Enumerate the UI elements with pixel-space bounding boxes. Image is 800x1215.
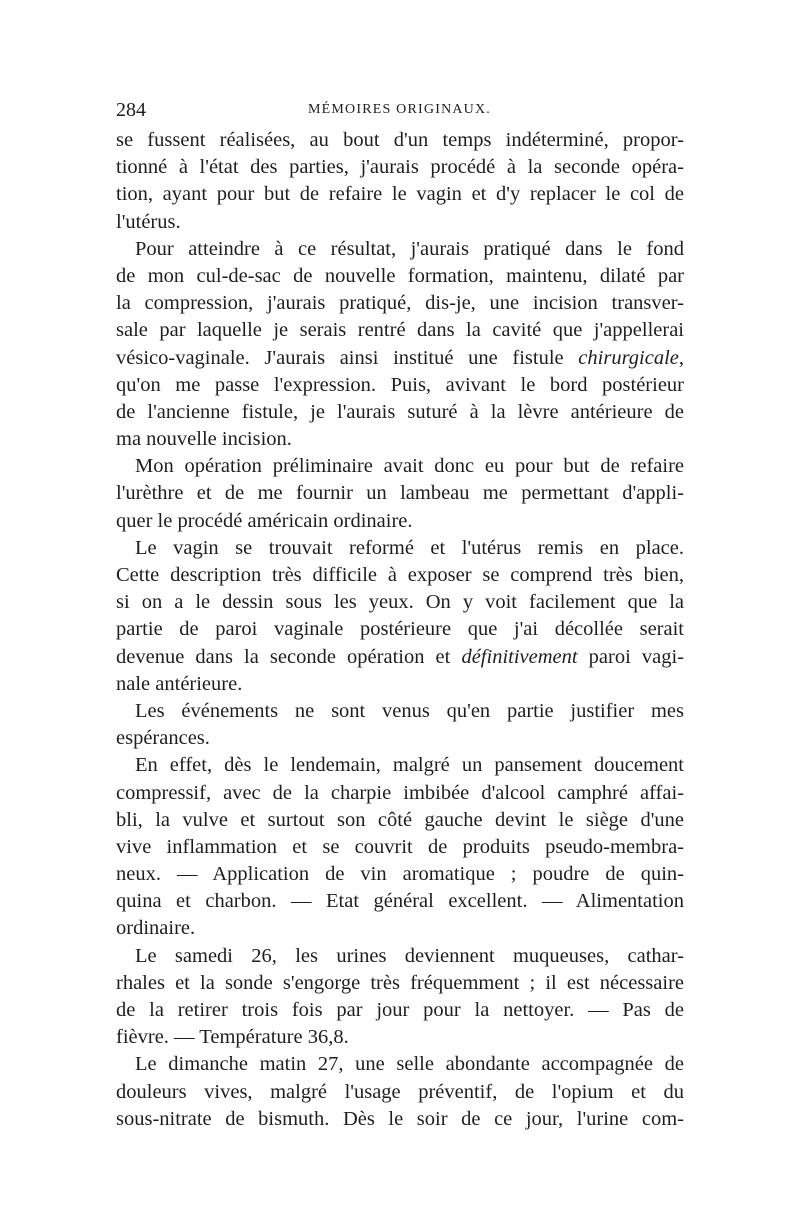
text-segment: espérances. xyxy=(116,727,210,750)
text-line xyxy=(116,752,684,779)
text-segment: la compression, j'aurais pratiqué, dis-je, une incision transver- xyxy=(116,292,684,315)
text-segment: neux. — Application de vin aromatique ; poudre de quin- xyxy=(116,863,684,886)
text-segment: Pour atteindre à ce résultat, j'aurais pratiqué dans le fond xyxy=(135,237,684,260)
text-segment: sous-nitrate de bismuth. Dès le soir de ce jour, l'urine com- xyxy=(116,1107,684,1130)
text-line xyxy=(116,181,684,208)
text-segment: , xyxy=(678,346,684,369)
text-segment: de la retirer trois fois par jour pour la nettoyer. — Pas de xyxy=(116,999,684,1021)
text-line xyxy=(116,725,684,752)
text-segment: compressif, avec de la charpie imbibée d'alcool camphré affai- xyxy=(116,781,684,804)
text-line xyxy=(116,345,684,372)
text-segment: paroi vagi- xyxy=(577,645,684,668)
text-line xyxy=(116,426,684,453)
page-header xyxy=(116,98,683,122)
text-segment: quer le procédé américain ordinaire. xyxy=(116,509,413,532)
text-segment: si on a le dessin sous les yeux. On y voit facilement que la xyxy=(116,591,684,614)
text-line xyxy=(116,1079,684,1106)
text-line xyxy=(116,209,684,236)
text-line xyxy=(116,1024,684,1051)
italic-text: définitivement xyxy=(461,645,578,668)
text-segment: devenue dans la seconde opération et xyxy=(116,645,462,668)
text-segment: En effet, dès le lendemain, malgré un pansement doucement xyxy=(135,754,684,777)
text-segment: vive inflammation et se couvrit de produits pseudo-membra- xyxy=(116,835,684,858)
text-line xyxy=(116,317,684,344)
text-segment: ma nouvelle incision. xyxy=(116,428,292,451)
text-line xyxy=(116,399,684,426)
text-line xyxy=(116,1051,684,1078)
text-line xyxy=(116,970,684,997)
text-segment: qu'on me passe l'expression. Puis, avivant le bord postérieur xyxy=(116,373,684,396)
text-line xyxy=(116,508,684,535)
text-line xyxy=(116,236,684,263)
text-line xyxy=(116,861,684,888)
text-line xyxy=(116,698,684,725)
text-line xyxy=(116,263,684,290)
text-segment: Les événements ne sont venus qu'en partie justifier mes xyxy=(135,699,684,722)
text-line xyxy=(116,127,684,154)
running-title: MÉMOIRES ORIGINAUX. xyxy=(307,102,492,117)
text-segment: quina et charbon. — Etat général excellent. — Alimentation xyxy=(116,890,684,913)
text-line xyxy=(116,290,684,317)
text-line xyxy=(116,616,684,643)
text-line xyxy=(116,780,684,807)
text-line xyxy=(116,1106,684,1133)
text-line xyxy=(116,453,684,480)
text-line xyxy=(116,589,684,616)
text-line xyxy=(116,154,684,181)
text-line xyxy=(116,562,684,589)
text-segment: l'urèthre et de me fournir un lambeau me permettant d'appli- xyxy=(116,482,684,505)
text-segment: rhales et la sonde s'engorge très fréquemment ; il est nécessaire xyxy=(116,971,684,994)
text-segment: bli, la vulve et surtout son côté gauche devint le siège d'une xyxy=(116,808,684,831)
text-segment: de mon cul-de-sac de nouvelle formation, maintenu, dilaté par xyxy=(116,264,684,287)
text-segment: l'utérus. xyxy=(116,210,181,233)
text-segment: Mon opération préliminaire avait donc eu pour but de refaire xyxy=(135,455,684,478)
text-line xyxy=(116,888,684,915)
body-text xyxy=(116,127,684,1133)
text-segment: fièvre. — Température 36,8. xyxy=(116,1026,349,1049)
text-segment: vésico-vaginale. J'aurais ainsi institué une fistule xyxy=(116,346,579,369)
text-segment: Le samedi 26, les urines deviennent muqueuses, cathar- xyxy=(135,944,684,967)
text-line xyxy=(116,480,684,507)
text-line xyxy=(116,535,684,562)
text-line xyxy=(116,644,684,671)
text-segment: nale antérieure. xyxy=(116,672,243,695)
text-segment: ordinaire. xyxy=(116,917,196,940)
text-segment: tionné à l'état des parties, j'aurais procédé à la seconde opéra- xyxy=(116,156,684,179)
text-line xyxy=(116,943,684,970)
text-line xyxy=(116,807,684,834)
text-segment: se fussent réalisées, au bout d'un temps indéterminé, propor- xyxy=(116,129,684,151)
text-segment: de l'ancienne fistule, je l'aurais suturé à la lèvre antérieure de xyxy=(116,400,684,423)
text-line xyxy=(116,372,684,399)
text-line xyxy=(116,915,684,942)
page-number: 284 xyxy=(116,99,146,121)
text-line xyxy=(116,834,684,861)
text-segment: Cette description très difficile à exposer se comprend très bien, xyxy=(116,564,684,586)
text-line xyxy=(116,671,684,698)
text-segment: partie de paroi vaginale postérieure que j'ai décollée serait xyxy=(116,618,684,641)
text-segment: tion, ayant pour but de refaire le vagin et d'y replacer le col de xyxy=(116,183,684,206)
text-segment: Le dimanche matin 27, une selle abondante accompagnée de xyxy=(135,1053,684,1076)
text-segment: Le vagin se trouvait reformé et l'utérus remis en place. xyxy=(135,536,684,559)
text-segment: sale par laquelle je serais rentré dans la cavité que j'appellerai xyxy=(116,319,684,342)
text-segment: douleurs vives, malgré l'usage préventif, de l'opium et du xyxy=(116,1080,684,1103)
text-line xyxy=(116,997,684,1024)
italic-text: chirurgicale xyxy=(578,346,679,369)
